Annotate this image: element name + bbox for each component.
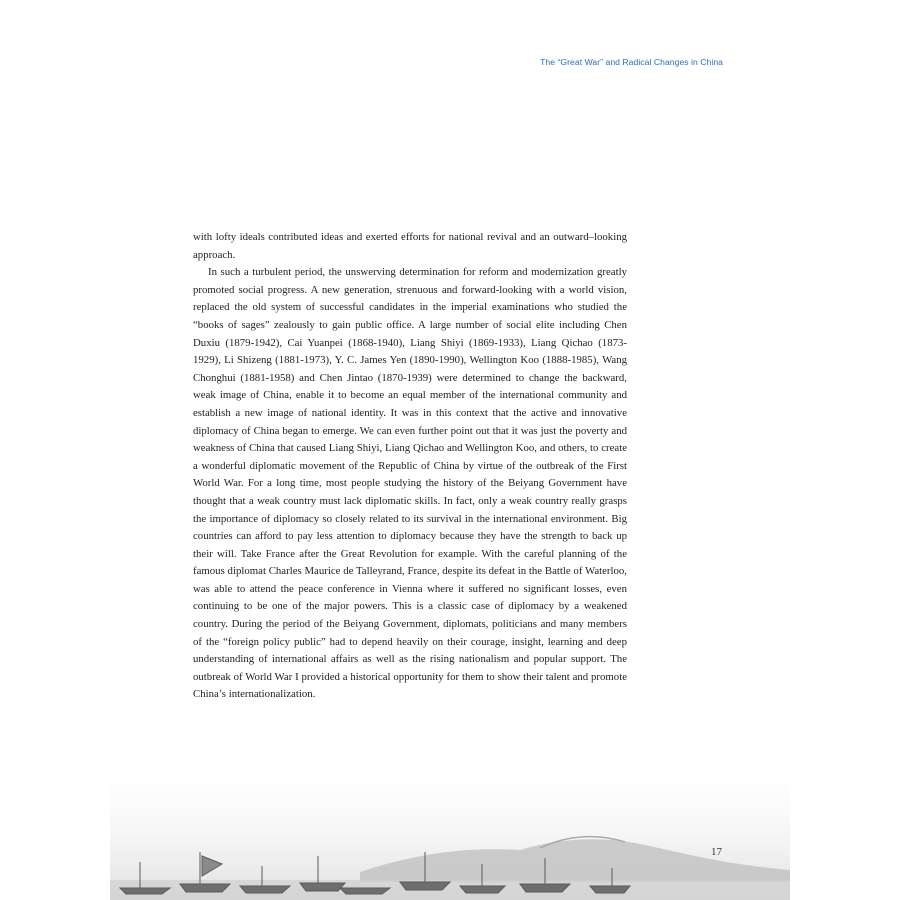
body-paragraph: In such a turbulent period, the unswerving determination for reform and modernization greatly promoted social progress. A new generation, strenuous and forward-looking with a world vision, replaced the old system of successful candidates in the imperial examinations who studied the “books of sages” zealously to gain public office. A large number of social elite including Chen Duxiu (1879-1942), Cai Yuanpei (1868-1940), Liang Shiyi (1869-1933), Liang Qichao (1873-1929), Li Shizeng (1881-1973), Y. C. James Yen (1890-1990), Wellington Koo (1888-1985), Wang Chonghui (1881-1958) and Chen Jintao (1870-1939) were determined to change the backward, weak image of China, enable it to become an equal member of the international community and establish a new image of national identity. It was in this context that the active and innovative diplomacy of China began to emerge. We can even further point out that it was just the poverty and weakness of China that caused Liang Shiyi, Liang Qichao and Wellington Koo, and others, to create a wonderful diplomatic movement of the Republic of China by virtue of the outbreak of the First World War. For a long time, most people studying the history of the Beiyang Government have thought that a weak country must lack diplomatic skills. In fact, only a weak country really grasps the importance of diplomacy so closely related to its survival in the international environment. Big countries can afford to pay less attention to diplomacy because they have the strength to back up their will. Take France after the Great Revolution for example. With the careful planning of the famous diplomat Charles Maurice de Talleyrand, France, despite its defeat in the Battle of Waterloo, was able to attend the peace conference in Vienna where it suffered no significant losses, even continuing to be one of the major powers. This is a classic case of diplomacy by a weakened country. During the period of the Beiyang Government, diplomats, politicians and many members of the “foreign policy public” had to depend heavily on their courage, insight, learning and deep understanding of international affairs as well as the rising nationalism and popular support. The outbreak of World War I provided a historical opportunity for them to show their talent and promote China’s internationalization. [193, 266, 627, 701]
body-text [193, 229, 627, 704]
running-header-title: The “Great War” and Radical Changes in China [540, 57, 723, 67]
page-number: 17 [711, 846, 722, 858]
harbor-boats-illustration [0, 752, 900, 900]
body-paragraph: with lofty ideals contributed ideas and exerted efforts for national revival and an outward–looking approach. [193, 231, 627, 261]
